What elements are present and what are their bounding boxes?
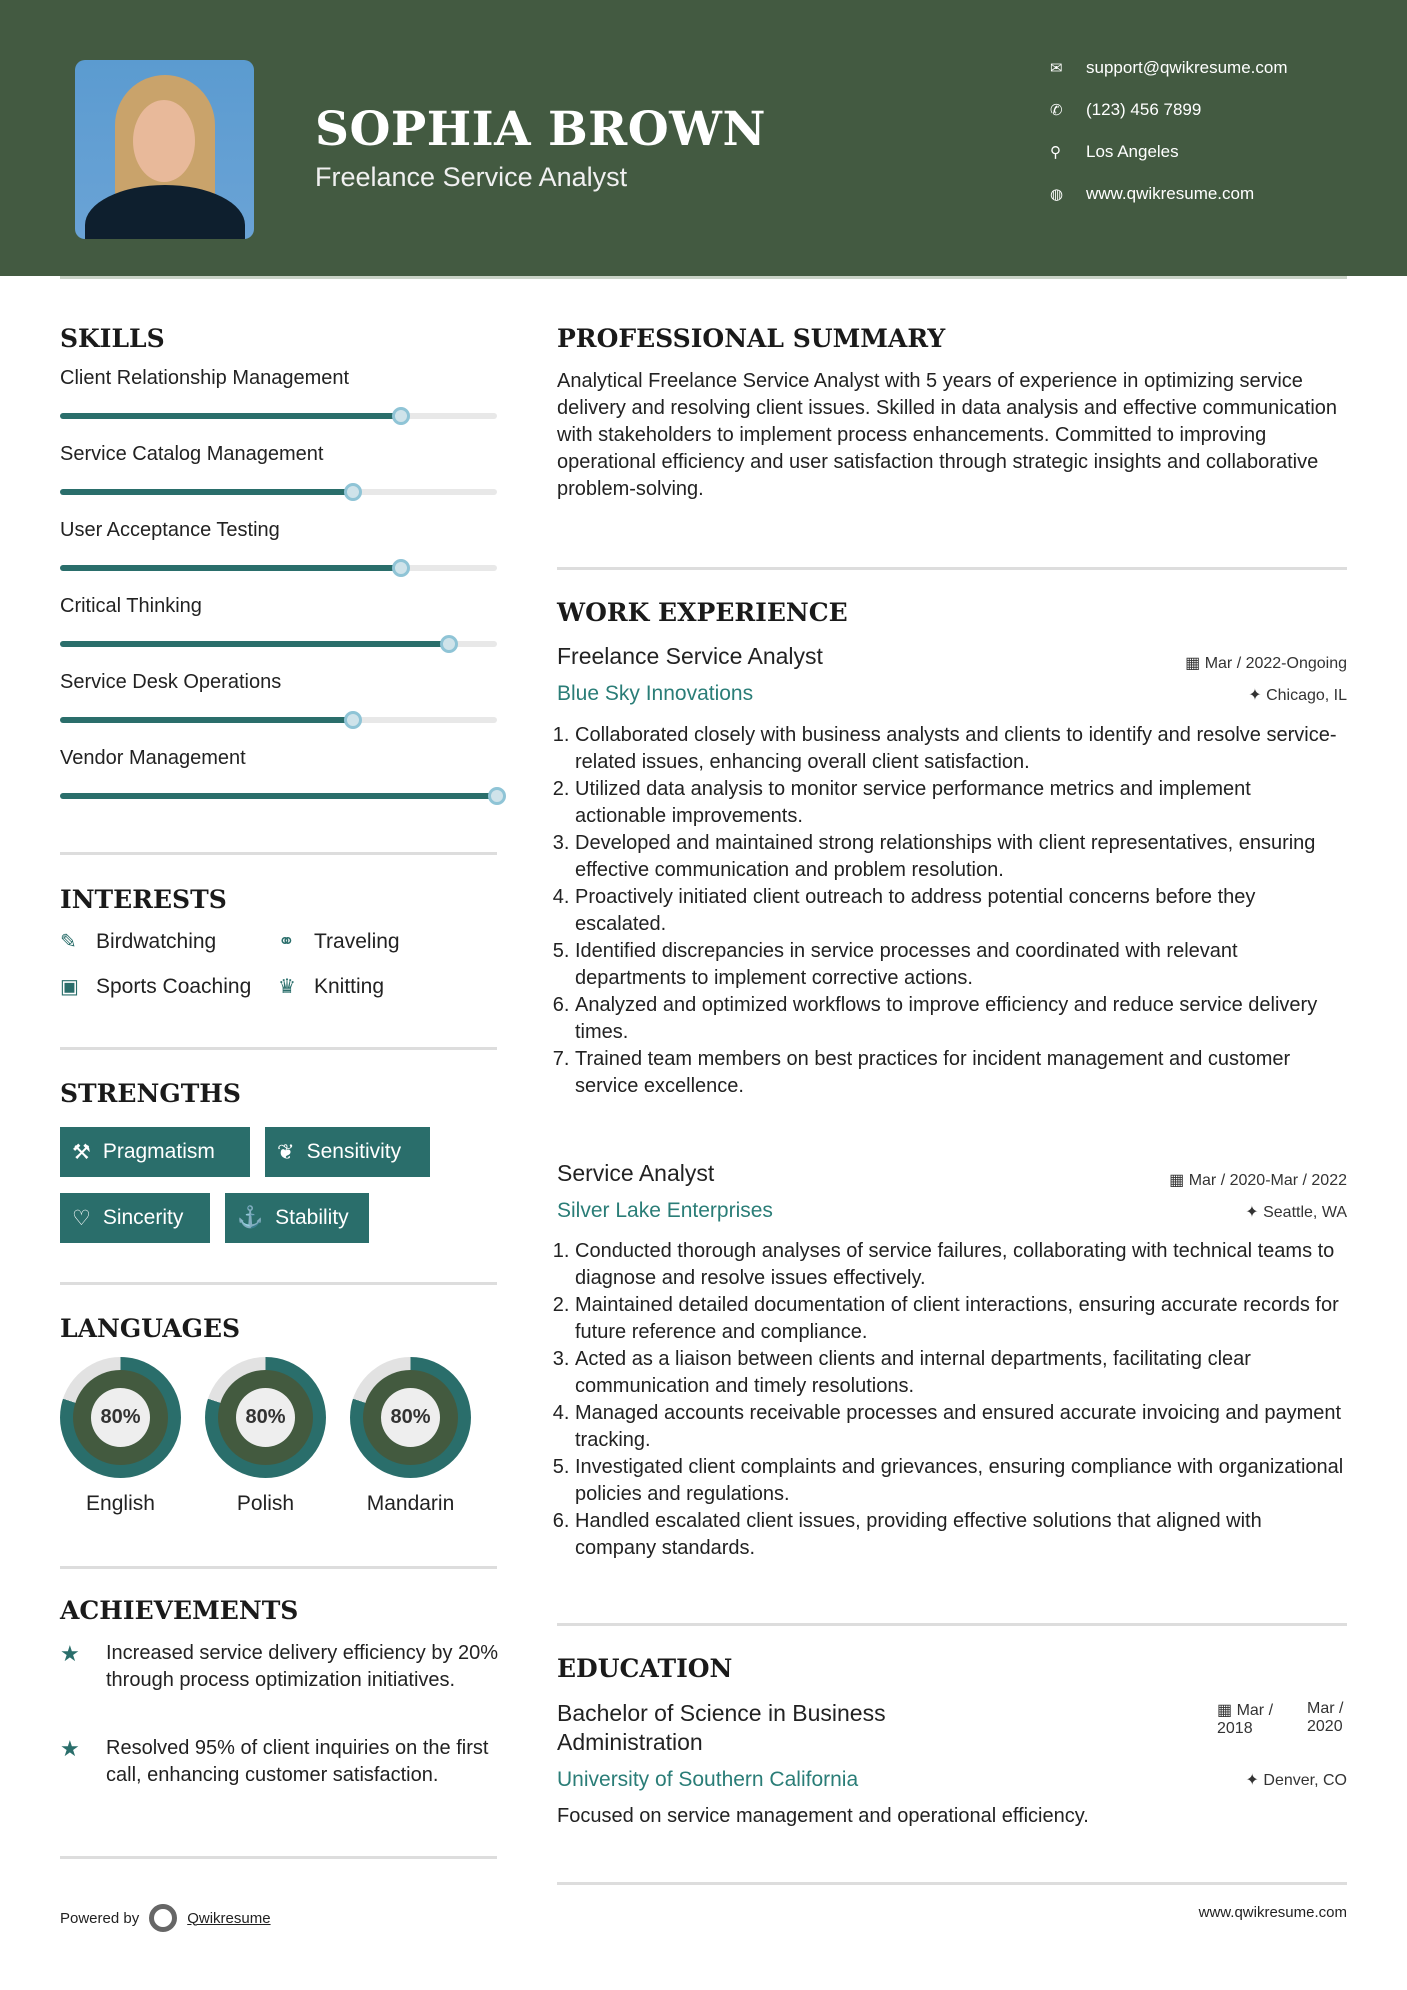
skill-label: Service Catalog Management	[60, 443, 324, 465]
skill-label: Vendor Management	[60, 747, 246, 769]
divider	[557, 1882, 1347, 1885]
strength-tag	[60, 1127, 250, 1177]
powered-by-text: Powered by	[60, 1909, 140, 1927]
summary-heading: PROFESSIONAL SUMMARY	[557, 324, 946, 353]
divider	[60, 852, 497, 855]
strength-label: Pragmatism	[102, 1140, 215, 1163]
education-heading: EDUCATION	[557, 1654, 733, 1683]
dates-text: Mar / 2022-Ongoing	[1204, 655, 1347, 672]
skill-bar-fill	[60, 717, 353, 723]
contact-email[interactable]	[1050, 58, 1288, 78]
company-name: Blue Sky Innovations	[557, 682, 754, 705]
strength-label: Sensitivity	[306, 1140, 402, 1163]
skill-bar-handle	[344, 483, 362, 501]
skill-bar-handle	[440, 635, 458, 653]
skill-label: Critical Thinking	[60, 595, 202, 617]
summary-text: Analytical Freelance Service Analyst with 5 years of experience in optimizing service delivery and resolving client issues. Skilled in data analysis and effective communication with stakeholders to implement process enhancements. Committed to improving operational efficiency and user satisfaction through strategic insights and collaborative problem-solving.	[557, 370, 1338, 500]
job-bullet: 1. Conducted thorough analyses of service failures, collaborating with technical teams to diagnose and resolve issues effectively.	[575, 1238, 1347, 1292]
skill-bar	[60, 717, 497, 723]
interest-item	[60, 929, 216, 954]
interest-item	[278, 974, 384, 999]
pin-icon: ✦	[1245, 1772, 1264, 1789]
dates-text: Mar / 2018	[1217, 1702, 1274, 1737]
language-label: Polish	[236, 1492, 295, 1515]
binoculars-icon: ⚭	[278, 931, 295, 953]
calendar-icon: ▦	[1185, 655, 1205, 672]
edu-start	[1217, 1700, 1307, 1738]
gavel-icon: ⚒	[72, 1140, 91, 1164]
skill-bar	[60, 641, 497, 647]
skill-bar-handle	[488, 787, 506, 805]
candidate-title: Freelance Service Analyst	[315, 162, 628, 192]
work-heading: WORK EXPERIENCE	[557, 598, 848, 627]
pin-icon: ✦	[1245, 1204, 1264, 1221]
divider	[60, 1856, 497, 1859]
edit-icon: ✎	[60, 931, 77, 953]
strength-tag	[225, 1193, 369, 1243]
edu-end: Mar / 2020	[1307, 1700, 1344, 1735]
job-bullet: 2. Maintained detailed documentation of client interactions, ensuring accurate records for future reference and compliance.	[575, 1292, 1347, 1346]
contact-phone	[1050, 100, 1201, 120]
job-bullet: 7. Trained team members on best practices for incident management and customer service excellence.	[575, 1046, 1347, 1100]
job-bullet: 4. Proactively initiated client outreach to address potential concerns before they escalated.	[575, 884, 1347, 938]
pin-icon: ✦	[1248, 687, 1267, 704]
degree-title: Bachelor of Science in Business Administration	[557, 1700, 886, 1755]
skill-bar	[60, 565, 497, 571]
job-dates	[1169, 1170, 1347, 1190]
job-bullets	[557, 1238, 1347, 1562]
skill-label: Client Relationship Management	[60, 367, 350, 389]
footer-url[interactable]: www.qwikresume.com	[1198, 1904, 1347, 1921]
job-bullets	[557, 722, 1347, 1100]
language-percent: 80%	[381, 1388, 440, 1447]
globe-icon: ◍	[1050, 186, 1064, 203]
languages-heading: LANGUAGES	[60, 1314, 241, 1343]
contact-text: Los Angeles	[1086, 142, 1179, 161]
header-divider	[60, 276, 1347, 279]
edu-description: Focused on service management and operational efficiency.	[557, 1805, 1089, 1827]
skill-bar	[60, 489, 497, 495]
strength-tag	[60, 1193, 210, 1243]
skill-bar-fill	[60, 413, 401, 419]
contact-text: www.qwikresume.com	[1086, 184, 1255, 203]
strength-label: Stability	[275, 1206, 349, 1229]
job-title: Service Analyst	[557, 1160, 715, 1186]
skill-label: Service Desk Operations	[60, 671, 282, 693]
language-percent: 80%	[91, 1388, 150, 1447]
job-location	[1245, 1202, 1347, 1222]
dates-text: Mar / 2020-Mar / 2022	[1188, 1172, 1347, 1189]
achievement-text: Increased service delivery efficiency by 20% through process optimization initiatives.	[106, 1642, 499, 1691]
job-location	[1248, 685, 1347, 705]
skill-bar	[60, 413, 497, 419]
interests-heading: INTERESTS	[60, 885, 227, 914]
strengths-heading: STRENGTHS	[60, 1079, 241, 1108]
skill-bar	[60, 793, 497, 799]
powered-by	[60, 1904, 271, 1932]
skills-heading: SKILLS	[60, 324, 165, 353]
resume-header	[0, 0, 1407, 276]
interest-item	[278, 929, 400, 954]
profile-photo	[75, 60, 254, 239]
brand-link[interactable]: Qwikresume	[187, 1909, 271, 1927]
job-bullet: 6. Handled escalated client issues, providing effective solutions that aligned with company standards.	[575, 1508, 1347, 1562]
phone-icon: ✆	[1050, 102, 1063, 119]
interest-label: Knitting	[314, 974, 385, 998]
calendar-icon: ▦	[1169, 1172, 1189, 1189]
star-icon: ★	[60, 1736, 80, 1761]
leaf-icon: ❦	[277, 1140, 295, 1164]
divider	[557, 567, 1347, 570]
edu-location	[1246, 1770, 1347, 1790]
divider	[60, 1282, 497, 1285]
location-text: Seattle, WA	[1263, 1204, 1347, 1221]
language-ring	[205, 1357, 326, 1478]
interest-item	[60, 974, 251, 999]
location-text: Denver, CO	[1263, 1772, 1347, 1789]
school-name: University of Southern California	[557, 1768, 859, 1791]
anchor-icon: ⚓	[237, 1206, 264, 1229]
skill-bar-fill	[60, 489, 353, 495]
skill-bar-fill	[60, 565, 401, 571]
strength-tag	[265, 1127, 430, 1177]
contact-text: (123) 456 7899	[1086, 100, 1202, 119]
job-dates	[1185, 653, 1347, 673]
heart-icon: ♡	[72, 1206, 91, 1230]
language-ring	[60, 1357, 181, 1478]
interest-label: Traveling	[314, 929, 400, 953]
briefcase-icon: ▣	[60, 976, 79, 998]
job-bullet: 5. Investigated client complaints and grievances, ensuring compliance with organizational policies and regulations.	[575, 1454, 1347, 1508]
contact-website[interactable]	[1050, 184, 1254, 204]
skill-bar-handle	[344, 711, 362, 729]
language-percent: 80%	[236, 1388, 295, 1447]
map-pin-icon: ⚲	[1050, 144, 1061, 161]
achievement-item	[60, 1735, 500, 1789]
candidate-name: SOPHIA BROWN	[315, 102, 766, 157]
achievements-heading: ACHIEVEMENTS	[60, 1596, 299, 1625]
location-text: Chicago, IL	[1266, 687, 1347, 704]
skill-bar-handle	[392, 407, 410, 425]
divider	[60, 1047, 497, 1050]
calendar-icon: ▦	[1217, 1702, 1237, 1719]
divider	[60, 1566, 497, 1569]
qwikresume-logo	[149, 1904, 177, 1932]
job-bullet: 3. Developed and maintained strong relationships with client representatives, ensuring effective communication and problem resolution.	[575, 830, 1347, 884]
job-bullet: 4. Managed accounts receivable processes and ensured accurate invoicing and payment tracking.	[575, 1400, 1347, 1454]
achievement-item	[60, 1640, 500, 1694]
skill-bar-fill	[60, 793, 497, 799]
company-name: Silver Lake Enterprises	[557, 1199, 773, 1222]
job-title: Freelance Service Analyst	[557, 643, 823, 669]
job-bullet: 5. Identified discrepancies in service processes and coordinated with relevant departments to implement corrective actions.	[575, 938, 1347, 992]
contact-text: support@qwikresume.com	[1086, 58, 1288, 77]
trophy-icon: ♛	[278, 976, 296, 998]
contact-location	[1050, 142, 1179, 162]
language-ring	[350, 1357, 471, 1478]
divider	[557, 1623, 1347, 1626]
interest-label: Birdwatching	[96, 929, 217, 953]
envelope-icon: ✉	[1050, 60, 1063, 77]
skill-label: User Acceptance Testing	[60, 519, 280, 541]
skill-bar-handle	[392, 559, 410, 577]
interest-label: Sports Coaching	[96, 974, 252, 998]
skill-bar-fill	[60, 641, 449, 647]
job-bullet: 6. Analyzed and optimized workflows to improve efficiency and reduce service delivery times.	[575, 992, 1347, 1046]
star-icon: ★	[60, 1641, 80, 1666]
language-label: Mandarin	[366, 1492, 455, 1515]
achievement-text: Resolved 95% of client inquiries on the first call, enhancing customer satisfaction.	[106, 1737, 489, 1786]
job-bullet: 2. Utilized data analysis to monitor service performance metrics and implement actionable improvements.	[575, 776, 1347, 830]
strength-label: Sincerity	[102, 1206, 184, 1229]
language-label: English	[86, 1492, 155, 1515]
job-bullet: 3. Acted as a liaison between clients and internal departments, facilitating clear communication and timely resolutions.	[575, 1346, 1347, 1400]
job-bullet: 1. Collaborated closely with business analysts and clients to identify and resolve service-related issues, enhancing overall client satisfaction.	[575, 722, 1347, 776]
